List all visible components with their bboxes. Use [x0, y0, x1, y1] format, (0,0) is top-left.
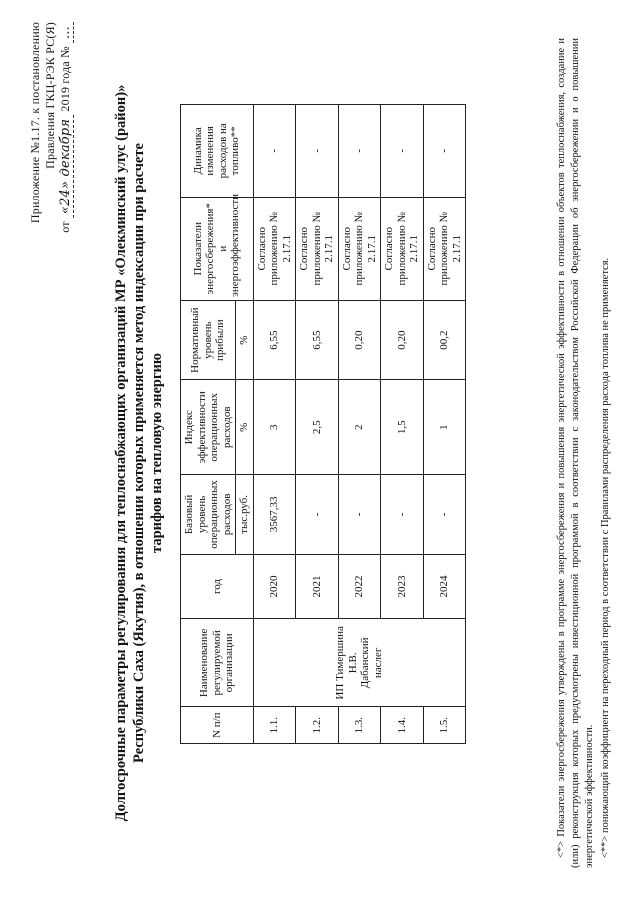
footnotes: [555, 38, 615, 868]
row-index: 1,5: [381, 379, 424, 474]
row-profit: 0,20: [338, 300, 381, 380]
title-line-3: тарифов на тепловую энергию: [149, 352, 165, 553]
row-num: 1.4.: [381, 706, 424, 743]
row-energy: Согласно приложению № 2.17.1: [338, 197, 381, 300]
row-energy: Согласно приложению № 2.17.1: [381, 197, 424, 300]
header-num: N п/п: [181, 706, 254, 743]
unit-profit: %: [236, 300, 254, 380]
row-energy: Согласно приложению № 2.17.1: [423, 197, 466, 300]
header-index: Индекс эффективности операционных расходов: [181, 379, 236, 474]
handwritten-date: «24» декабря: [58, 114, 74, 217]
unit-base: тыс.руб.: [236, 474, 254, 554]
date-prefix: от: [58, 220, 72, 233]
rotated-page: [10, 8, 630, 898]
row-year: 2020: [253, 554, 296, 619]
header-profit: Нормативный уровень прибыли: [181, 300, 236, 380]
row-fuel: -: [253, 104, 296, 197]
row-num: 1.1.: [253, 706, 296, 743]
unit-index: %: [236, 379, 254, 474]
row-index: 2,5: [296, 379, 339, 474]
row-fuel: -: [296, 104, 339, 197]
header-energy: Показатели энергосбережения* и энергоэффективности: [181, 197, 254, 300]
parameters-table: [180, 104, 466, 744]
row-num: 1.3.: [338, 706, 381, 743]
appendix-header: [28, 22, 73, 233]
table-row: [253, 104, 296, 743]
footnote-2: <**> понижающий коэффициент на переходный период в соответствии с Правилами распределения расхода топлива не применяется.: [600, 257, 611, 858]
row-base: -: [381, 474, 424, 554]
table-header-row: [181, 104, 236, 743]
header-fuel: Динамика изменения расходов на топливо**: [181, 104, 254, 197]
row-profit: 6,55: [253, 300, 296, 380]
row-fuel: -: [381, 104, 424, 197]
row-base: 3567,33: [253, 474, 296, 554]
row-base: -: [423, 474, 466, 554]
header-base: Базовый уровень операционных расходов: [181, 474, 236, 554]
date-suffix: 2019 года №: [58, 45, 72, 112]
row-energy: Согласно приложению № 2.17.1: [296, 197, 339, 300]
row-energy: Согласно приложению № 2.17.1: [253, 197, 296, 300]
row-fuel: -: [338, 104, 381, 197]
row-year: 2021: [296, 554, 339, 619]
row-base: -: [296, 474, 339, 554]
row-index: 1: [423, 379, 466, 474]
header-org: Наименование регулируемой организации: [181, 618, 254, 706]
row-profit: 0,20: [381, 300, 424, 380]
organization-name: ИП Тимершина Н.В.: [334, 625, 359, 700]
row-profit: 00,2: [423, 300, 466, 380]
row-fuel: -: [423, 104, 466, 197]
header-year: год: [181, 554, 254, 619]
footnote-1: <*> Показатели энергосбережения утверждены в программе энергосбережения и повышения энергетической эффективности в отношении объектов теплоснабжения, создание и (или) реконструкция которых предусмотрены инвестиционной программой в соответствии с законодательством Российской Федерации об энергосбережении и о повышении энергетической эффективности.: [556, 37, 595, 868]
row-index: 2: [338, 379, 381, 474]
title-line-2: Республики Саха (Якутия), в отношении которых применяется метод индексации при расчете: [131, 142, 147, 763]
organization-location: Дабанский наслег: [359, 636, 384, 688]
row-index: 3: [253, 379, 296, 474]
organization-cell: [253, 618, 466, 706]
title-line-1: Долгосрочные параметры регулирования для теплоснабжающих организаций МР «Олекминский улус (район)»: [113, 84, 129, 821]
row-profit: 6,55: [296, 300, 339, 380]
appendix-line-1: Приложение №1.17. к постановлению: [28, 21, 42, 223]
row-base: -: [338, 474, 381, 554]
row-year: 2023: [381, 554, 424, 619]
row-num: 1.2.: [296, 706, 339, 743]
row-num: 1.5.: [423, 706, 466, 743]
document-title: [112, 48, 166, 858]
appendix-line-2: Правления ГКЦ-РЭК РС(Я): [43, 21, 57, 169]
handwritten-number: ...: [58, 22, 74, 43]
row-year: 2024: [423, 554, 466, 619]
appendix-date-line: [58, 22, 73, 233]
row-year: 2022: [338, 554, 381, 619]
